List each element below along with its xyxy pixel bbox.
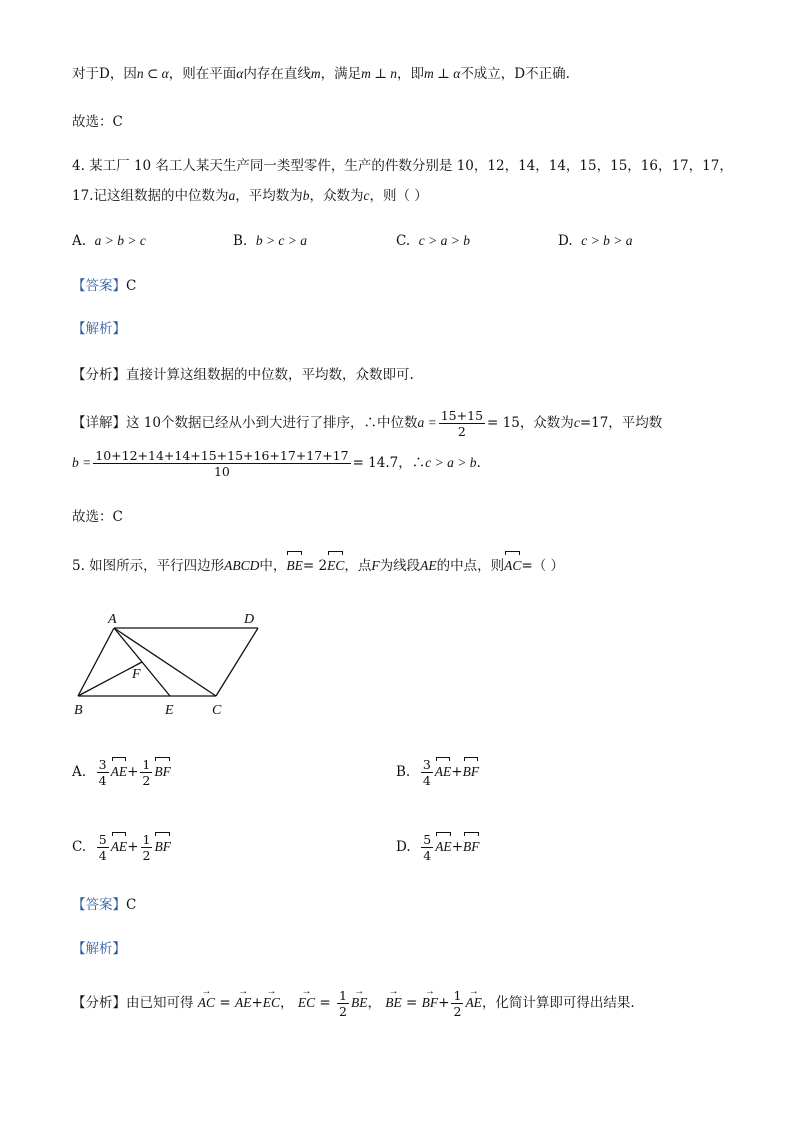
math: m ⊥ n bbox=[361, 66, 398, 81]
q4-fenxi: 【分析】直接计算这组数据的中位数，平均数，众数即可. bbox=[72, 367, 414, 383]
q4-option-d: D. c > b > a bbox=[558, 233, 633, 249]
q5-option-a: A. $\frac{3}{4}$ AE+ $\frac{1}{2}$ BF bbox=[72, 757, 171, 788]
q5-option-c: C. $\frac{5}{4}$ AE+ $\frac{1}{2}$ BF bbox=[72, 832, 171, 863]
parallelogram-figure bbox=[70, 606, 270, 718]
diagonal-ac bbox=[114, 628, 216, 696]
label-e: E bbox=[165, 703, 174, 718]
text: ，满足 bbox=[320, 66, 362, 82]
q4-detail-1: 【详解】这 10个数据已经从小到大进行了排序，∴中位数a = $\frac{15+15}{2}$ = 15，众数为c=17，平均数 bbox=[72, 408, 663, 439]
q5-question: 5. 如图所示，平行四边形ABCD中，BE= 2EC，点F为线段AE的中点，则AC=（ ） bbox=[72, 558, 565, 574]
q4-option-c: C. c > a > b bbox=[396, 233, 470, 249]
text: ，平均数为 bbox=[235, 188, 303, 204]
math: b bbox=[302, 188, 310, 203]
math: m ⊥ α bbox=[424, 66, 461, 81]
label-c: C bbox=[212, 703, 222, 718]
q4-line1: 4. 某工厂 10 名工人某天生产同一类型零件，生产的件数分别是 10，12，14，14，15，15，16，17，17， bbox=[72, 158, 733, 174]
edge-dc bbox=[216, 628, 258, 696]
q4-jiexi: 【解析】 bbox=[72, 321, 126, 337]
q5-answer: 【答案】C bbox=[72, 897, 137, 913]
q4-option-b: B. b > c > a bbox=[233, 233, 308, 249]
text: ，众数为 bbox=[309, 188, 364, 204]
math: a bbox=[228, 188, 236, 203]
fraction: $\frac{10+12+14+14+15+15+16+17+17+17}{10}$ bbox=[95, 448, 349, 479]
text-line bbox=[72, 64, 570, 84]
text: ，即 bbox=[397, 66, 425, 82]
text: ，则在平面 bbox=[168, 66, 237, 82]
q4-detail-2: b = $\frac{10+12+14+14+15+15+16+17+17+17}{10}$ = 14.7，∴c > a > b. bbox=[72, 448, 481, 479]
q5-option-d: D. $\frac{5}{4}$ AE+BF bbox=[396, 832, 480, 863]
q4-line2 bbox=[72, 186, 428, 206]
math: c bbox=[363, 188, 370, 203]
q4-option-a: A. a > b > c bbox=[72, 233, 146, 249]
text: ，则（ ） bbox=[369, 188, 428, 204]
choose-line: 故选：C bbox=[72, 114, 123, 130]
label-b: B bbox=[74, 703, 83, 718]
q5-fenxi: 【分析】由已知可得 → AC = → AE+→ EC， → EC = $\frac{1}{2}$ → BE， → BE = → BF+ $\frac{1}{2}$ → AE，化简计算即可得出结果. bbox=[72, 988, 635, 1019]
label-d: D bbox=[244, 612, 255, 627]
text: 17.记这组数据的中位数为 bbox=[72, 188, 229, 204]
math: α bbox=[236, 66, 244, 81]
fraction: $\frac{15+15}{2}$ bbox=[440, 408, 484, 439]
label-a: A bbox=[108, 612, 117, 627]
text: 不成立，D不正确. bbox=[460, 66, 570, 82]
q4-choose: 故选：C bbox=[72, 509, 123, 525]
q5-jiexi: 【解析】 bbox=[72, 941, 126, 957]
math: n ⊂ α bbox=[136, 66, 169, 81]
label-f: F bbox=[132, 667, 141, 682]
q4-answer: 【答案】C bbox=[72, 278, 137, 294]
math: m bbox=[310, 66, 321, 81]
q5-option-b: B. $\frac{3}{4}$ AE+BF bbox=[396, 757, 480, 788]
text: 内存在直线 bbox=[243, 66, 311, 82]
text: 对于D，因 bbox=[72, 66, 137, 82]
